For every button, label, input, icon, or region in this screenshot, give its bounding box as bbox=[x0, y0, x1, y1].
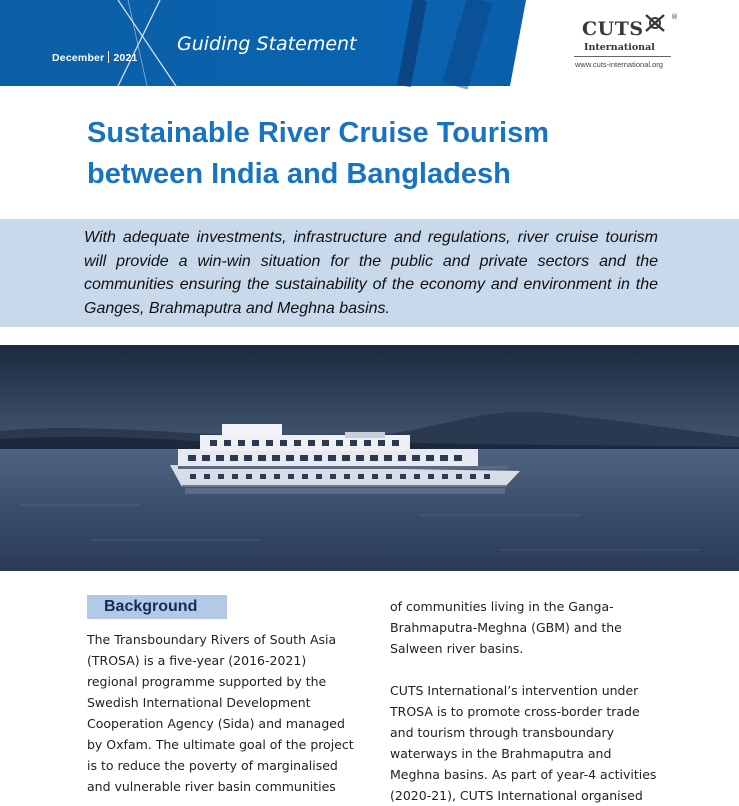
date-month: December bbox=[52, 52, 105, 64]
date-separator bbox=[108, 51, 109, 63]
right-column bbox=[390, 596, 660, 806]
logo-subtitle: International bbox=[584, 42, 655, 53]
cruise-ship-illustration bbox=[0, 345, 739, 571]
date-label bbox=[52, 51, 138, 64]
logo-cross-icon bbox=[643, 13, 667, 33]
logo-divider bbox=[574, 56, 671, 57]
logo-wordmark: CUTS bbox=[582, 18, 644, 40]
background-heading-text: Background bbox=[104, 598, 198, 615]
cuts-logo bbox=[572, 10, 682, 74]
background-heading bbox=[87, 595, 227, 619]
left-column bbox=[87, 629, 357, 797]
background-paragraph-1: The Transboundary Rivers of South Asia (TROSA) is a five-year (2016-2021) regional programme supported by the Swedish International Development Cooperation Agency (Sida) and managed by Oxfam. The ultimate goal of the project is to reduce the poverty of marginalised and vulnerable river basin communities bbox=[87, 632, 354, 794]
page-title-line-1: Sustainable River Cruise Tourism bbox=[87, 117, 549, 149]
header-band bbox=[0, 0, 739, 86]
background-paragraph-3: CUTS International’s intervention under TROSA is to promote cross-border trade and tourism through transboundary waterways in the Brahmaputra and Meghna basins. As part of year-4 activities (2020-21), CUTS International organised bbox=[390, 683, 657, 803]
summary-text: With adequate investments, infrastructure and regulations, river cruise tourism will provide a win-win situation for the public and private sectors and the communities ensuring the sustainability of the economy and environment in the Ganges, Brahmaputra and Meghna basins. bbox=[84, 229, 658, 317]
background-paragraph-2: of communities living in the Ganga-Brahmaputra-Meghna (GBM) and the Salween river basins. bbox=[390, 599, 622, 656]
registered-mark: ® bbox=[671, 13, 678, 21]
logo-url: www.cuts-international.org bbox=[575, 60, 663, 69]
page-title bbox=[87, 113, 687, 195]
date-year: 2021 bbox=[113, 52, 138, 64]
document-type-label: Guiding Statement bbox=[177, 33, 357, 55]
cruise-ship-photo bbox=[0, 345, 739, 571]
page-title-line-2: between India and Bangladesh bbox=[87, 158, 511, 190]
